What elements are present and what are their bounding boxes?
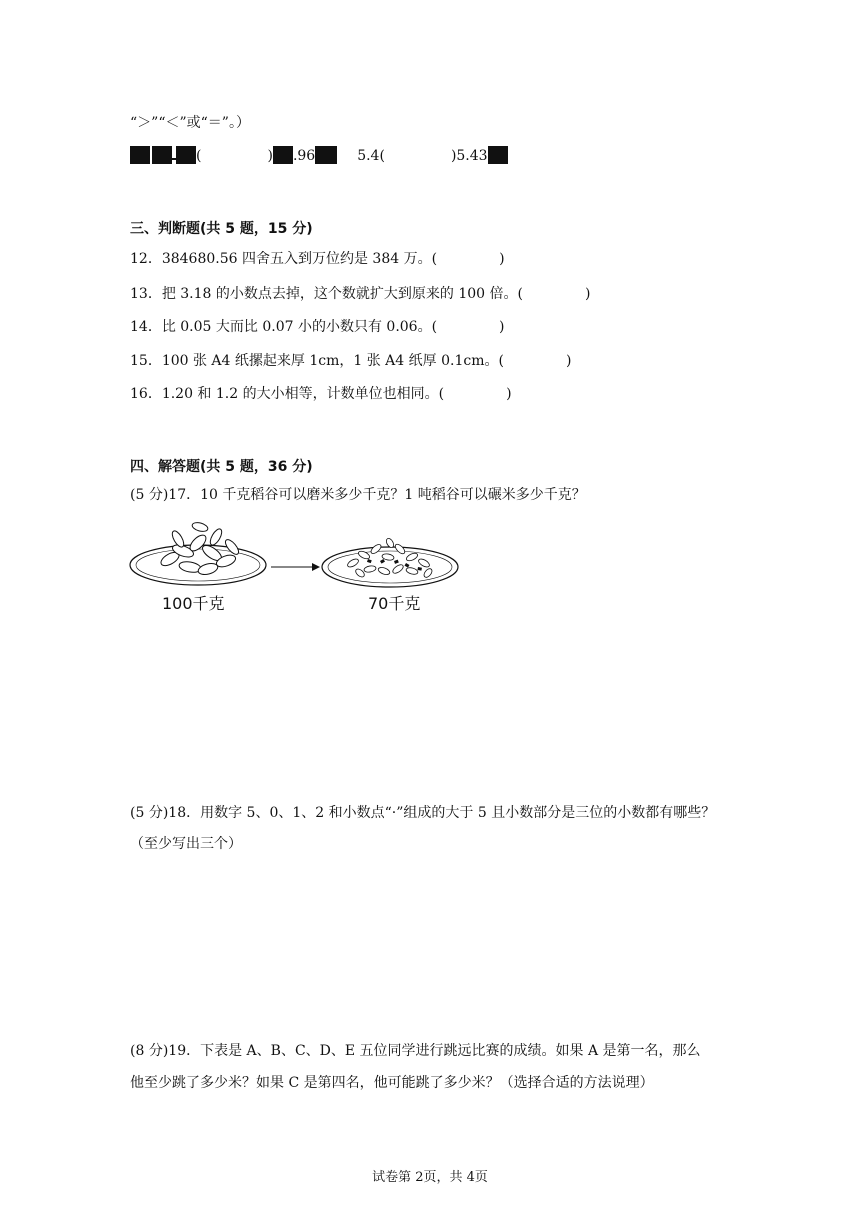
paren-close: ) bbox=[267, 148, 273, 164]
question-13: 13．把 3.18 的小数点去掉，这个数就扩大到原来的 100 倍。( ) bbox=[130, 286, 591, 302]
comparison-left-value: 5.4( bbox=[357, 148, 385, 164]
question-17: (5 分)17．10 千克稻谷可以磨米多少千克？1 吨稻谷可以碾米多少千克？ bbox=[130, 487, 586, 503]
rice-figure-svg bbox=[128, 513, 468, 623]
right-weight-label: 70千克 bbox=[368, 594, 421, 613]
question-18-line1: (5 分)18．用数字 5、0、1、2 和小数点“·”组成的大于 5 且小数部分是三位的小数都有哪些？ bbox=[130, 805, 716, 821]
comparison-row bbox=[130, 146, 508, 164]
redaction-block bbox=[152, 146, 172, 164]
instruction-tail: “＞”“＜”或“＝”。） bbox=[130, 115, 250, 131]
question-19-line1: (8 分)19．下表是 A、B、C、D、E 五位同学进行跳远比赛的成绩。如果 A 是第一名，那么 bbox=[130, 1043, 701, 1059]
redaction-block bbox=[488, 146, 508, 164]
redaction-block bbox=[315, 146, 337, 164]
redaction-block bbox=[176, 146, 196, 164]
right-plate bbox=[322, 547, 458, 587]
question-18-line2: （至少写出三个） bbox=[130, 836, 242, 852]
left-weight-label: 100千克 bbox=[162, 594, 225, 613]
page-footer: 试卷第 2页，共 4页 bbox=[372, 1170, 488, 1185]
question-12: 12．384680.56 四舍五入到万位约是 384 万。( ) bbox=[130, 251, 505, 267]
rice-pile-icon bbox=[346, 537, 433, 579]
question-15: 15．100 张 A4 纸摞起来厚 1cm，1 张 A4 纸厚 0.1cm。( ) bbox=[130, 353, 572, 369]
question-19-line2: 他至少跳了多少米？如果 C 是第四名，他可能跳了多少米？（选择合适的方法说理） bbox=[130, 1075, 654, 1091]
arrow-head-icon bbox=[312, 563, 320, 571]
comparison-right-value: )5.43 bbox=[450, 148, 488, 164]
rice-illustration bbox=[128, 513, 468, 623]
question-14: 14．比 0.05 大而比 0.07 小的小数只有 0.06。( ) bbox=[130, 319, 505, 335]
question-16: 16．1.20 和 1.2 的大小相等，计数单位也相同。( ) bbox=[130, 386, 512, 402]
redaction-block bbox=[130, 146, 150, 164]
redaction-block bbox=[273, 146, 293, 164]
paren-open: ( bbox=[196, 148, 202, 164]
section3-heading: 三、判断题(共 5 题，15 分) bbox=[130, 221, 313, 237]
section4-heading: 四、解答题(共 5 题，36 分) bbox=[130, 459, 313, 475]
comparison-value: .96 bbox=[292, 148, 316, 164]
